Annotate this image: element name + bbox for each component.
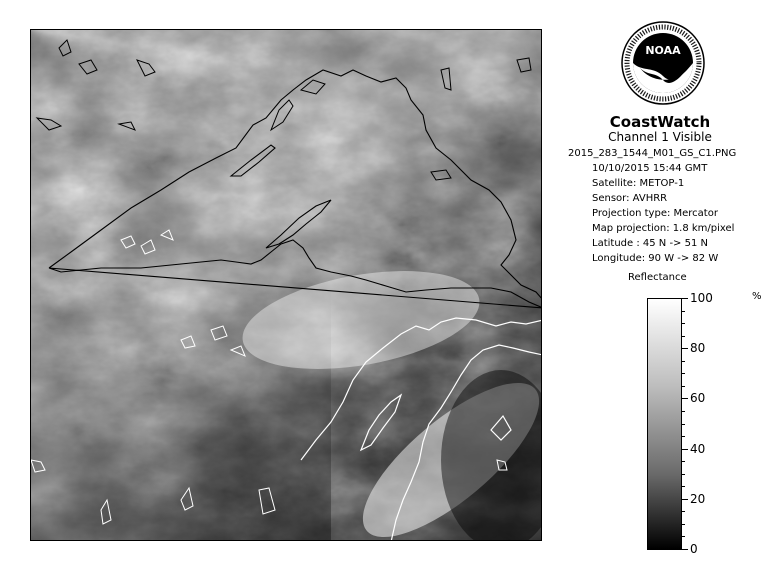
colorbar-major-tick: [682, 499, 688, 500]
colorbar-minor-tick: [682, 486, 685, 487]
product-title: CoastWatch: [609, 113, 711, 131]
sensor-text: Sensor: AVHRR: [592, 193, 668, 204]
noaa-logo-graphic: [620, 20, 706, 106]
colorbar-minor-tick: [682, 436, 685, 437]
colorbar-minor-tick: [682, 386, 685, 387]
colorbar-minor-tick: [682, 524, 685, 525]
channel-subtitle: Channel 1 Visible: [608, 130, 712, 144]
satellite-image: [30, 29, 542, 541]
colorbar-tick-label: 60: [690, 391, 706, 405]
colorbar-minor-tick: [682, 474, 685, 475]
colorbar-major-tick: [682, 348, 688, 349]
colorbar-minor-tick: [682, 336, 685, 337]
projection-type-text: Projection type: Mercator: [592, 208, 718, 219]
satellite-text: Satellite: METOP-1: [592, 178, 685, 189]
colorbar-minor-tick: [682, 361, 685, 362]
colorbar-minor-tick: [682, 323, 685, 324]
map-projection-text: Map projection: 1.8 km/pixel: [592, 223, 735, 234]
colorbar-unit: %: [752, 291, 762, 302]
reflectance-colorbar: [647, 298, 682, 550]
colorbar-ticks: [682, 291, 742, 556]
colorbar-minor-tick: [682, 411, 685, 412]
metadata-panel: [568, 146, 778, 266]
colorbar-major-tick: [682, 298, 688, 299]
colorbar-tick-label: 80: [690, 341, 706, 355]
latitude-text: Latitude : 45 N -> 51 N: [592, 238, 708, 249]
filename-text: 2015_283_1544_M01_GS_C1.PNG: [568, 148, 737, 159]
noaa-logo: [620, 20, 706, 106]
noaa-logo-text: NOAA: [645, 44, 681, 57]
colorbar-minor-tick: [682, 511, 685, 512]
colorbar-tick-label: 40: [690, 442, 706, 456]
colorbar-major-tick: [682, 398, 688, 399]
colorbar-minor-tick: [682, 311, 685, 312]
colorbar-tick-label: 100: [690, 291, 713, 305]
colorbar-major-tick: [682, 549, 688, 550]
satellite-map-svg: [31, 30, 542, 541]
colorbar-major-tick: [682, 449, 688, 450]
longitude-text: Longitude: 90 W -> 82 W: [592, 253, 719, 264]
colorbar-tick-label: 20: [690, 492, 706, 506]
colorbar-minor-tick: [682, 373, 685, 374]
colorbar-label: Reflectance: [628, 272, 687, 283]
colorbar-minor-tick: [682, 461, 685, 462]
colorbar-minor-tick: [682, 424, 685, 425]
colorbar-tick-label: 0: [690, 542, 698, 556]
colorbar-minor-tick: [682, 536, 685, 537]
datetime-text: 10/10/2015 15:44 GMT: [592, 163, 708, 174]
